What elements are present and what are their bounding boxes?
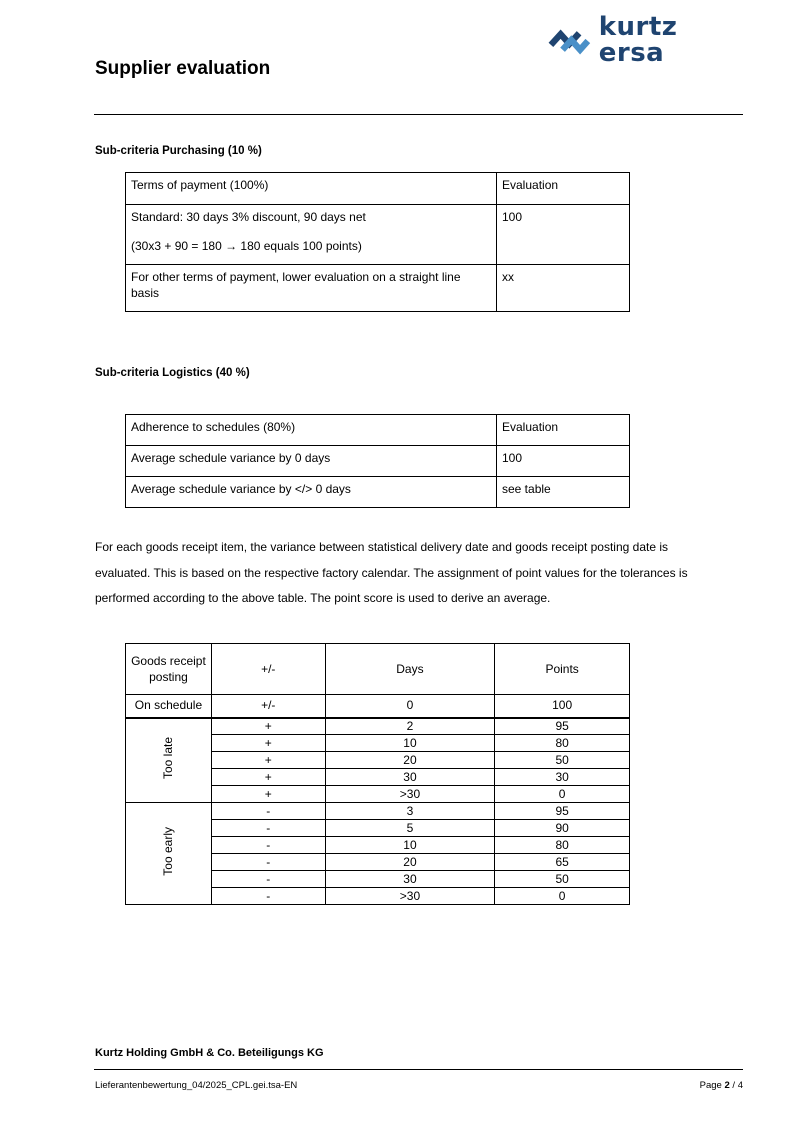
sign-cell: - bbox=[211, 888, 325, 905]
table-header-row bbox=[126, 173, 630, 205]
sign-cell: + bbox=[211, 735, 325, 752]
purchasing-heading: Sub-criteria Purchasing (10 %) bbox=[95, 145, 262, 157]
criterion-header: Adherence to schedules (80%) bbox=[126, 415, 497, 446]
logistics-table bbox=[125, 414, 630, 508]
page-total: 4 bbox=[737, 1080, 743, 1091]
sign-cell: + bbox=[211, 752, 325, 769]
evaluation-header: Evaluation bbox=[497, 415, 630, 446]
sign-cell: + bbox=[211, 718, 325, 735]
days-cell: 0 bbox=[325, 695, 495, 718]
days-header: Days bbox=[325, 644, 495, 695]
points-cell: 80 bbox=[495, 735, 630, 752]
table-header-row bbox=[126, 415, 630, 446]
days-cell: 30 bbox=[325, 871, 495, 888]
logo-text: kurtz ersa bbox=[598, 12, 678, 68]
page-title: Supplier evaluation bbox=[95, 58, 271, 79]
points-cell: 90 bbox=[495, 820, 630, 837]
criterion-header: Terms of payment (100%) bbox=[126, 173, 497, 205]
criterion-cell: Average schedule variance by </> 0 days bbox=[126, 477, 497, 508]
logistics-heading: Sub-criteria Logistics (40 %) bbox=[95, 367, 250, 379]
evaluation-cell: 100 bbox=[497, 205, 630, 265]
criterion-cell: Average schedule variance by 0 days bbox=[126, 446, 497, 477]
purchasing-table bbox=[125, 172, 630, 312]
table-row bbox=[126, 446, 630, 477]
page-prefix: Page bbox=[699, 1080, 722, 1091]
too-early-label: Too early bbox=[160, 827, 175, 876]
evaluation-description: For each goods receipt item, the variance between statistical delivery date and goods receipt posting date is evaluated. This is based on the respective factory calendar. The assignment of point values for the tolerances is performed according to the above table. The point score is used to derive an average. bbox=[95, 540, 688, 605]
sign-cell: + bbox=[211, 769, 325, 786]
days-cell: 20 bbox=[325, 854, 495, 871]
table-row bbox=[126, 265, 630, 312]
table-row bbox=[126, 803, 630, 820]
posting-header: Goods receipt posting bbox=[126, 644, 212, 695]
points-cell: 0 bbox=[495, 786, 630, 803]
points-cell: 65 bbox=[495, 854, 630, 871]
days-cell: >30 bbox=[325, 786, 495, 803]
points-table bbox=[125, 643, 630, 905]
criterion-cell bbox=[126, 205, 497, 265]
sign-header: +/- bbox=[211, 644, 325, 695]
points-header: Points bbox=[495, 644, 630, 695]
company-logo bbox=[548, 12, 748, 68]
evaluation-cell: xx bbox=[497, 265, 630, 312]
table-row bbox=[126, 205, 630, 265]
table-row bbox=[126, 695, 630, 718]
table-row bbox=[126, 477, 630, 508]
sign-cell: - bbox=[211, 803, 325, 820]
criterion-line: Standard: 30 days 3% discount, 90 days net bbox=[131, 210, 366, 224]
points-cell: 0 bbox=[495, 888, 630, 905]
criterion-line: (30x3 + 90 = 180 → 180 equals 100 points) bbox=[131, 239, 362, 253]
points-cell: 95 bbox=[495, 718, 630, 735]
table-row bbox=[126, 718, 630, 735]
page-number bbox=[700, 1080, 743, 1091]
days-cell: 20 bbox=[325, 752, 495, 769]
page-separator: / bbox=[732, 1080, 736, 1091]
too-late-group bbox=[126, 718, 212, 803]
sign-cell: +/- bbox=[211, 695, 325, 718]
header-divider bbox=[94, 114, 743, 115]
days-cell: >30 bbox=[325, 888, 495, 905]
footer-divider bbox=[94, 1069, 743, 1070]
days-cell: 2 bbox=[325, 718, 495, 735]
criterion-cell: For other terms of payment, lower evaluation on a straight line basis bbox=[126, 265, 497, 312]
too-early-group bbox=[126, 803, 212, 905]
table-header-row bbox=[126, 644, 630, 695]
footer-company: Kurtz Holding GmbH & Co. Beteiligungs KG bbox=[95, 1047, 324, 1059]
days-cell: 10 bbox=[325, 837, 495, 854]
points-cell: 30 bbox=[495, 769, 630, 786]
too-late-label: Too late bbox=[160, 737, 175, 780]
sign-cell: - bbox=[211, 837, 325, 854]
points-cell: 50 bbox=[495, 871, 630, 888]
points-cell: 80 bbox=[495, 837, 630, 854]
sign-cell: - bbox=[211, 854, 325, 871]
sign-cell: - bbox=[211, 871, 325, 888]
sign-cell: - bbox=[211, 820, 325, 837]
days-cell: 3 bbox=[325, 803, 495, 820]
points-cell: 50 bbox=[495, 752, 630, 769]
footer-document-id: Lieferantenbewertung_04/2025_CPL.gei.tsa-EN bbox=[95, 1080, 298, 1091]
days-cell: 30 bbox=[325, 769, 495, 786]
evaluation-cell: see table bbox=[497, 477, 630, 508]
evaluation-cell: 100 bbox=[497, 446, 630, 477]
posting-cell: On schedule bbox=[126, 695, 212, 718]
points-cell: 100 bbox=[495, 695, 630, 718]
logo-mark-icon bbox=[548, 25, 591, 55]
days-cell: 10 bbox=[325, 735, 495, 752]
days-cell: 5 bbox=[325, 820, 495, 837]
evaluation-header: Evaluation bbox=[497, 173, 630, 205]
sign-cell: + bbox=[211, 786, 325, 803]
page-current: 2 bbox=[724, 1080, 730, 1091]
points-cell: 95 bbox=[495, 803, 630, 820]
